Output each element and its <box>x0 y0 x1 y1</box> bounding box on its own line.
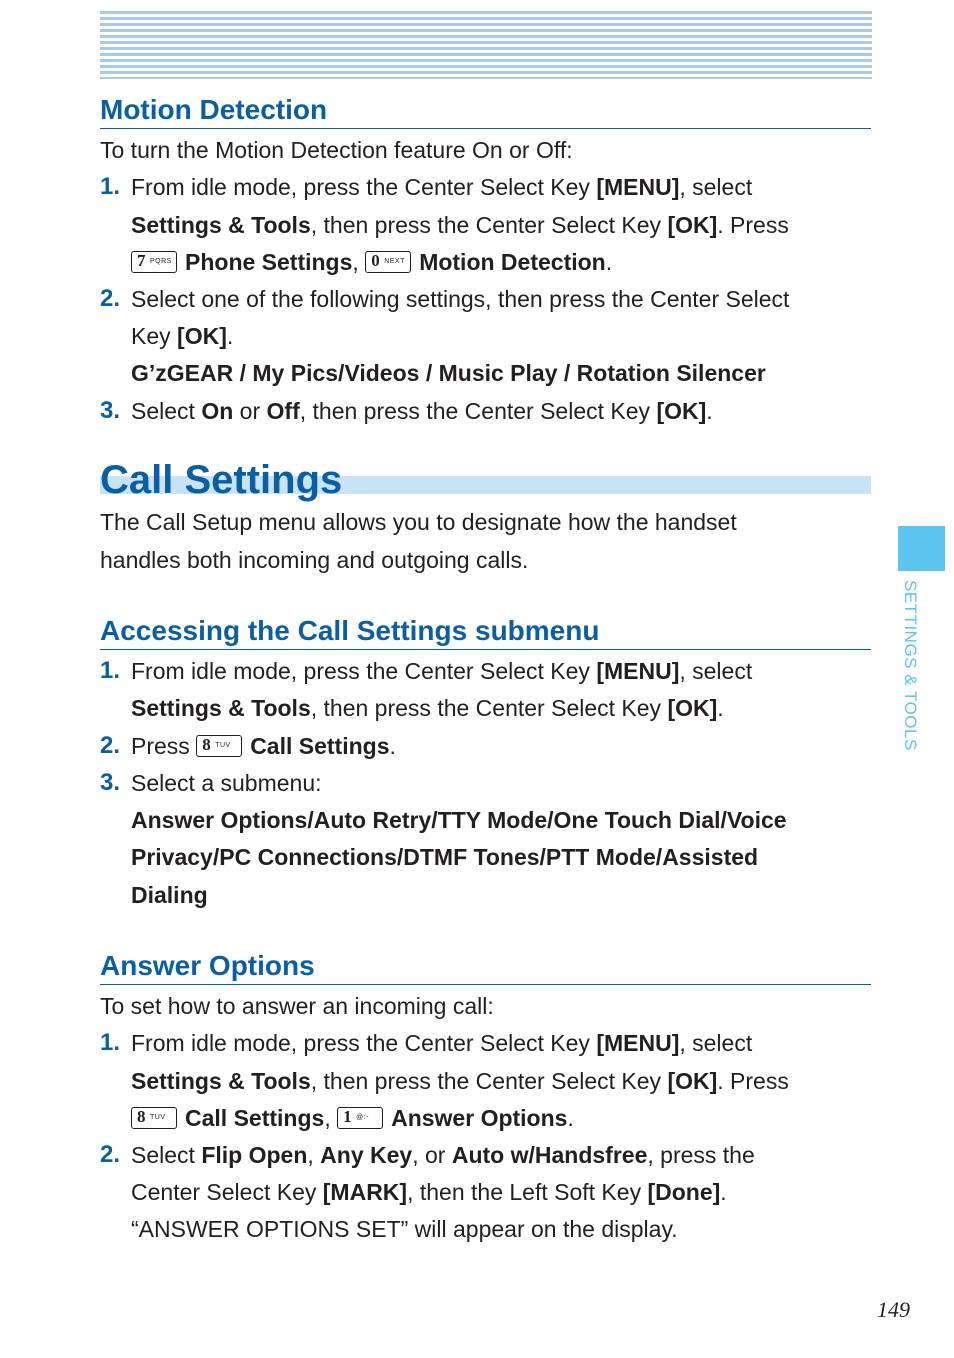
call-settings-heading: Call Settings <box>100 458 343 502</box>
header-banner <box>100 11 872 79</box>
step-text: From idle mode, press the Center Select Key [MENU], select <box>131 658 753 684</box>
step-text: Settings & Tools, then press the Center Select Key [OK]. Press <box>131 1068 789 1094</box>
section-label: SETTINGS & TOOLS <box>901 580 920 751</box>
accessing-heading: Accessing the Call Settings submenu <box>100 614 871 650</box>
step-number: 3. <box>100 769 121 796</box>
step-text: Select a submenu: <box>131 770 322 796</box>
step-number: 3. <box>100 397 121 424</box>
submenu-list: Dialing <box>131 882 208 908</box>
step-text: Settings & Tools, then press the Center Select Key [OK]. Press <box>131 212 789 238</box>
section-tab <box>898 526 945 571</box>
step-text: From idle mode, press the Center Select Key [MENU], select <box>131 174 753 200</box>
step-text: Select Flip Open, Any Key, or Auto w/Handsfree, press the <box>131 1142 755 1168</box>
submenu-list: Privacy/PC Connections/DTMF Tones/PTT Mode/Assisted <box>131 844 759 870</box>
step-text: 7 PQRS Phone Settings, 0 NEXT Motion Detection. <box>131 247 612 277</box>
step-number: 1. <box>100 657 121 684</box>
settings-options-list: G’zGEAR / My Pics/Videos / Music Play / Rotation Silencer <box>131 360 766 386</box>
step-text: 8 TUV Call Settings, 1 @:- Answer Options. <box>131 1103 574 1133</box>
step-text: Select one of the following settings, then press the Center Select <box>131 286 790 312</box>
step-number: 2. <box>100 1141 121 1168</box>
step-number: 2. <box>100 285 121 312</box>
call-settings-description: The Call Setup menu allows you to designate how the handset <box>100 509 737 535</box>
key-0-icon: 0 NEXT <box>365 251 411 273</box>
step-text: From idle mode, press the Center Select Key [MENU], select <box>131 1030 753 1056</box>
step-text: Press 8 TUV Call Settings. <box>131 733 396 759</box>
motion-intro: To turn the Motion Detection feature On or Off: <box>100 137 573 163</box>
step-number: 1. <box>100 1029 121 1056</box>
call-settings-description: handles both incoming and outgoing calls. <box>100 547 529 573</box>
step-text: Key [OK]. <box>131 323 234 349</box>
key-8-icon: 8 TUV <box>196 735 242 757</box>
call-settings-heading-block <box>100 457 871 503</box>
page-number: 149 <box>877 1297 910 1322</box>
answer-options-heading: Answer Options <box>100 949 871 985</box>
motion-detection-heading: Motion Detection <box>100 93 871 129</box>
step-number: 2. <box>100 732 121 759</box>
submenu-list: Answer Options/Auto Retry/TTY Mode/One Touch Dial/Voice <box>131 807 787 833</box>
key-1-icon: 1 @:- <box>337 1107 383 1129</box>
step-number: 1. <box>100 173 121 200</box>
key-7-icon: 7 PQRS <box>131 251 177 273</box>
key-8-icon: 8 TUV <box>131 1107 177 1129</box>
step-text: “ANSWER OPTIONS SET” will appear on the display. <box>131 1216 678 1242</box>
step-text: Settings & Tools, then press the Center Select Key [OK]. <box>131 695 724 721</box>
step-text: Center Select Key [MARK], then the Left Soft Key [Done]. <box>131 1179 727 1205</box>
step-text: Select On or Off, then press the Center Select Key [OK]. <box>131 398 713 424</box>
answer-intro: To set how to answer an incoming call: <box>100 993 494 1019</box>
